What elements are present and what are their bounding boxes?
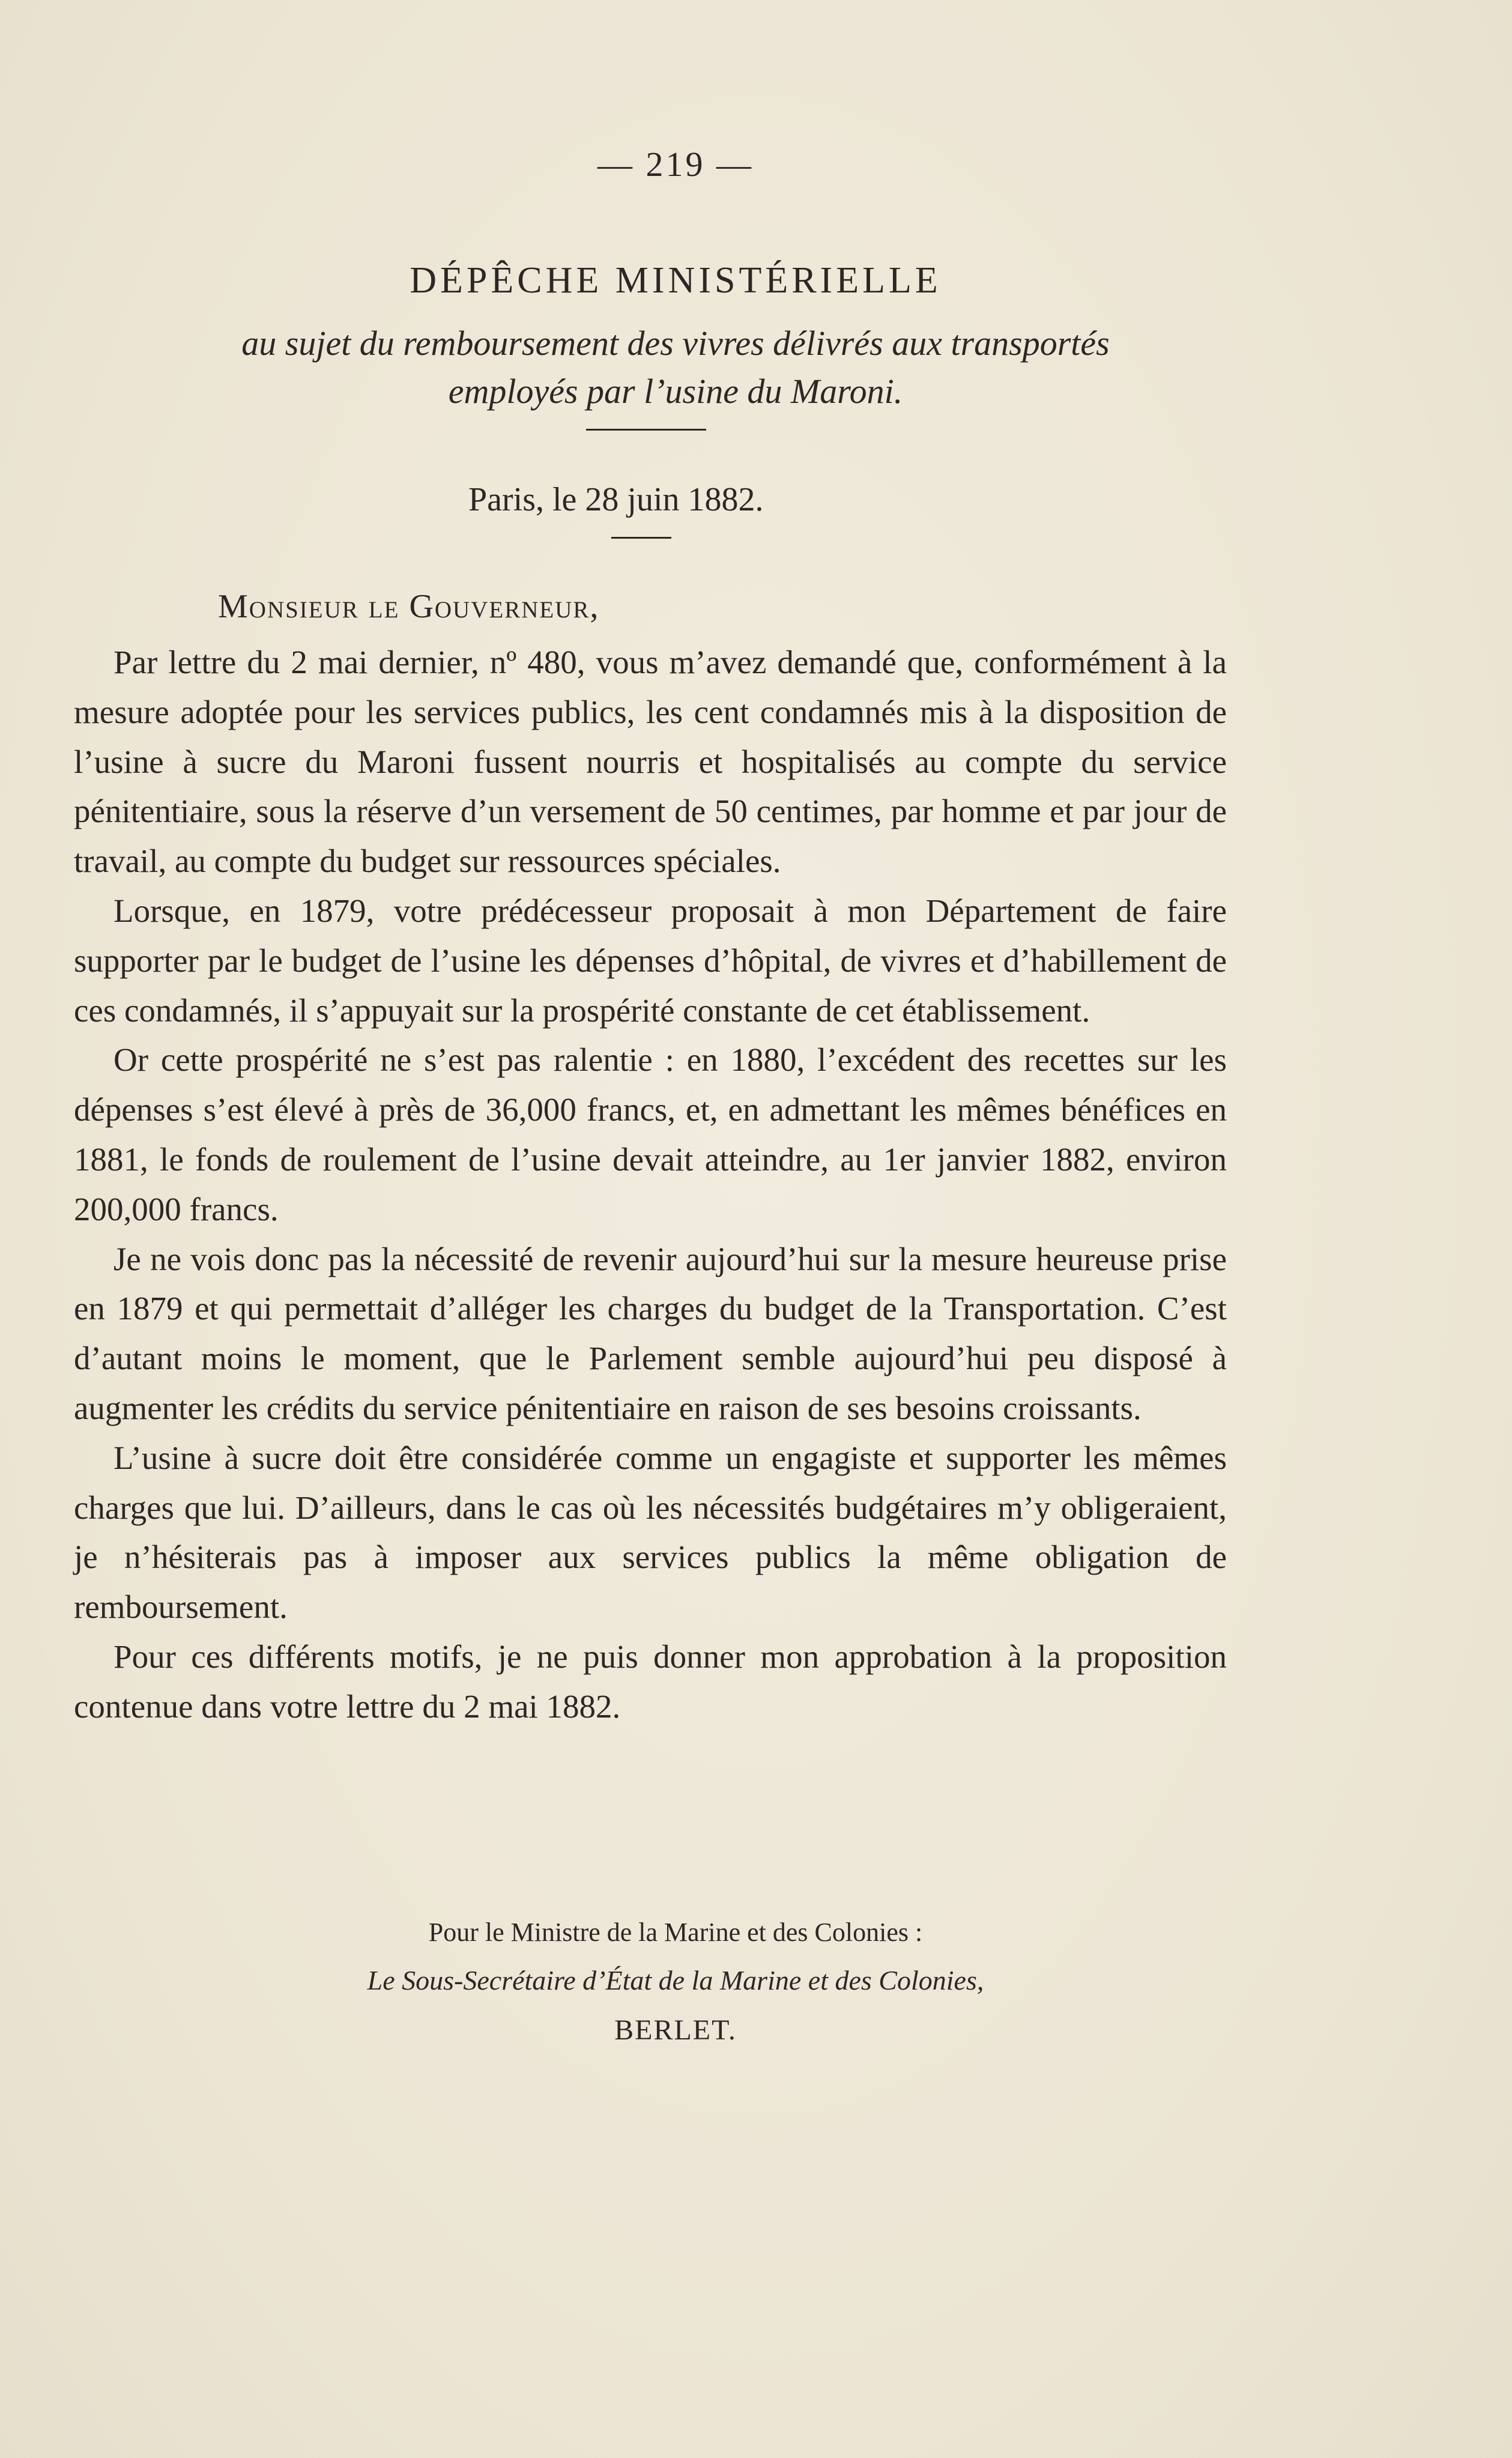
signature-block: [0, 1909, 1351, 2056]
signatory-name: BERLET.: [614, 2014, 737, 2046]
signature-line-2: Le Sous-Secrétaire d’État de la Marine et des Colonies,: [367, 1965, 984, 1996]
salutation: Monsieur le Gouverneur,: [218, 588, 600, 625]
letter-body: [74, 638, 1227, 1732]
signature-line-1: Pour le Ministre de la Marine et des Colonies :: [428, 1918, 923, 1947]
paragraph: Par lettre du 2 mai dernier, nº 480, vous m’avez demandé que, conformément à la mesure adoptée pour les services publics, les cent condamnés mis à la disposition de l’usine à sucre du Maroni fussent nourris et hospitalisés au compte du service pénitentiaire, sous la réserve d’un versement de 50 centimes, par homme et par jour de travail, au compte du budget sur ressources spéciales.: [74, 644, 1227, 880]
dateline: Paris, le 28 juin 1882.: [468, 481, 764, 518]
subtitle-line-2: employés par l’usine du Maroni.: [448, 372, 903, 411]
document-title: DÉPÊCHE MINISTÉRIELLE: [410, 260, 942, 301]
page-number: — 219 —: [597, 145, 754, 184]
subtitle-line-1: au sujet du remboursement des vivres délivrés aux transportés: [241, 324, 1110, 363]
dateline-divider: [611, 537, 671, 539]
paragraph: Je ne vois donc pas la nécessité de revenir aujourd’hui sur la mesure heureuse prise en 1879 et qui permettait d’alléger les charges du budget de la Transportation. C’est d’autant moins le moment, que le Parlement semble aujourd’hui peu disposé à augmenter les crédits du service pénitentiaire en raison de ses besoins croissants.: [74, 1240, 1227, 1426]
paragraph: Pour ces différents motifs, je ne puis donner mon approbation à la proposition contenue dans votre lettre du 2 mai 1882.: [74, 1638, 1227, 1725]
paragraph: L’usine à sucre doit être considérée comme un engagiste et supporter les mêmes charges que lui. D’ailleurs, dans le cas où les nécessités budgétaires m’y obligeraient, je n’hésiterais pas à imposer aux services publics la même obligation de remboursement.: [74, 1439, 1227, 1626]
paragraph: Or cette prospérité ne s’est pas ralentie : en 1880, l’excédent des recettes sur les dépenses s’est élevé à près de 36,000 francs, et, en admettant les mêmes bénéfices en 1881, le fonds de roulement de l’usine devait atteindre, au 1er janvier 1882, environ 200,000 francs.: [74, 1041, 1227, 1227]
paragraph: Lorsque, en 1879, votre prédécesseur proposait à mon Département de faire supporter par le budget de l’usine les dépenses d’hôpital, de vivres et d’habillement de ces condamnés, il s’appuyait sur la prospérité constante de cet établissement.: [74, 892, 1227, 1029]
title-divider: [586, 429, 706, 431]
document-subtitle: [0, 319, 1351, 416]
